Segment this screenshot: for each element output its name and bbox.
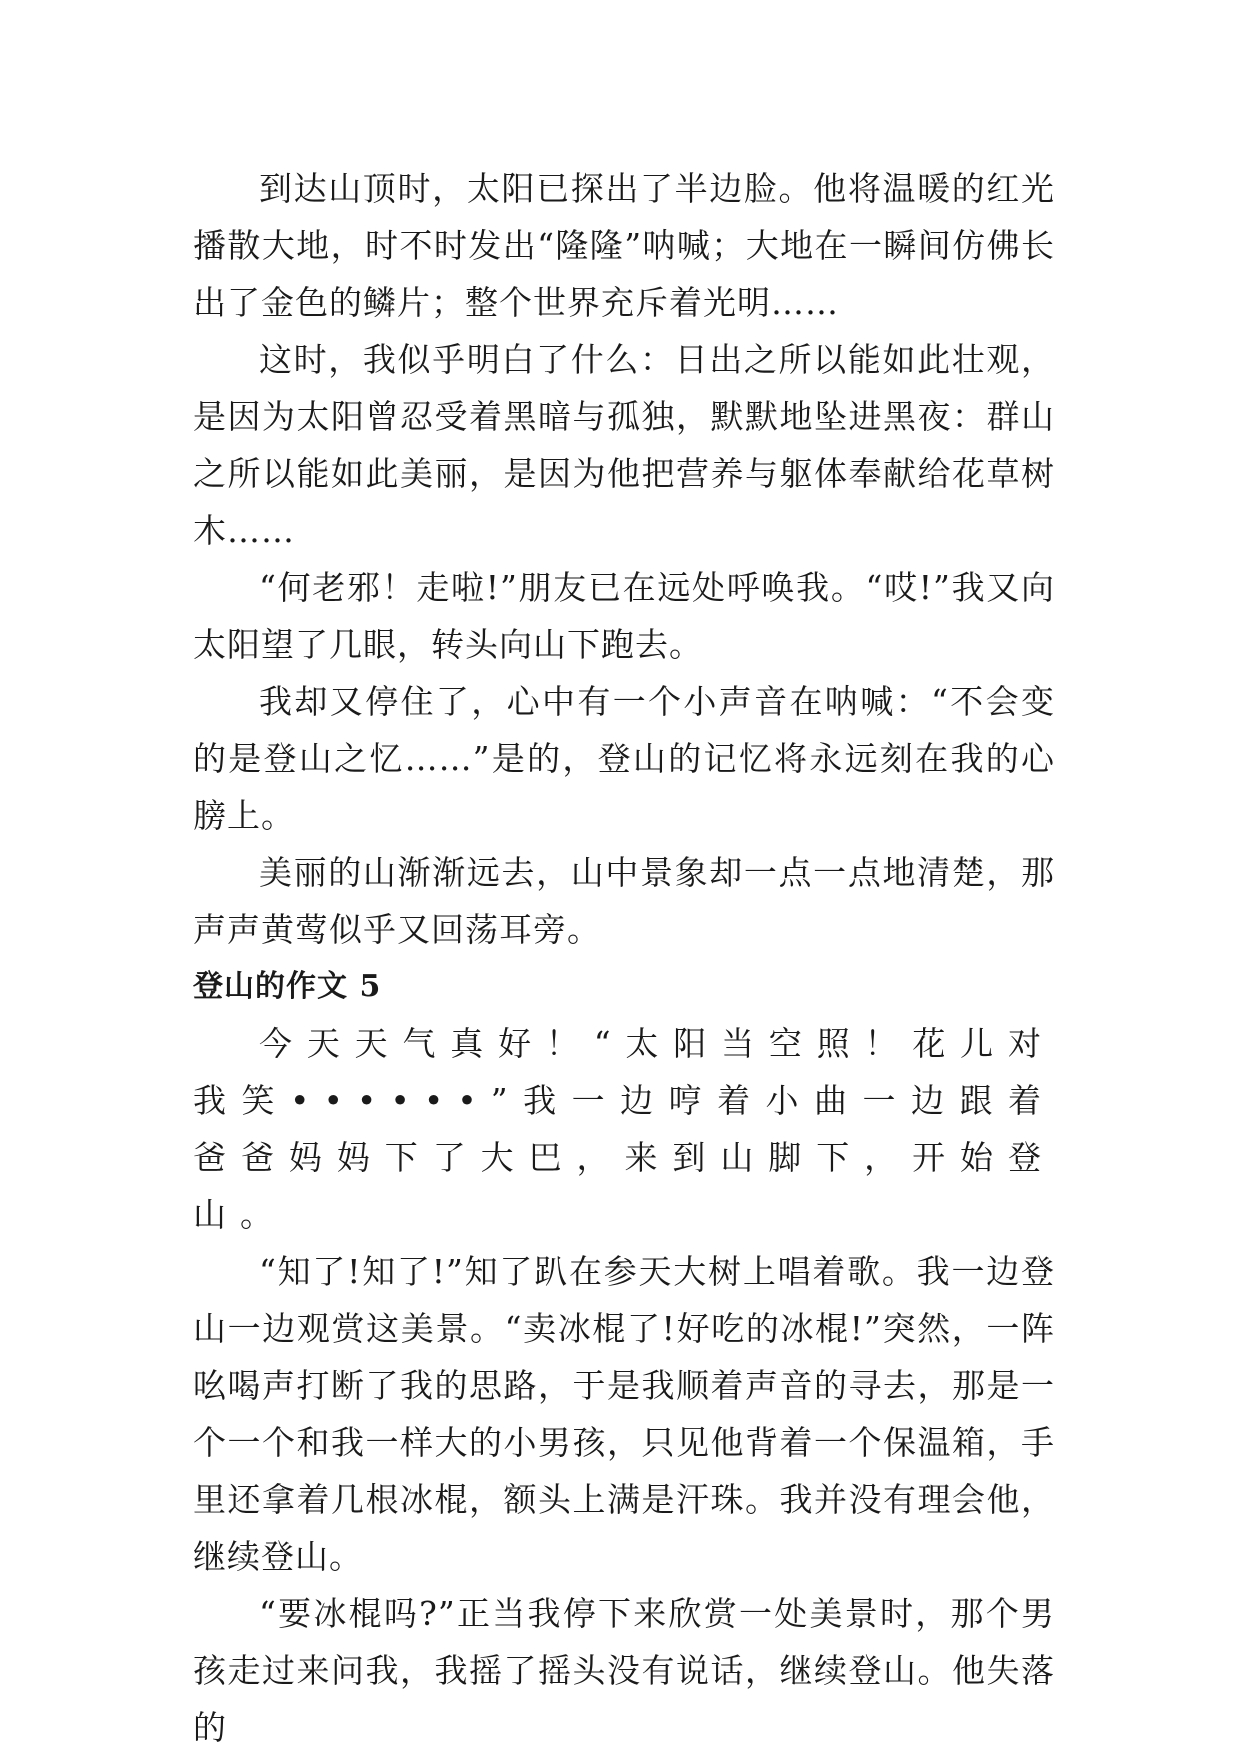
paragraph-summit-sunrise: 到达山顶时，太阳已探出了半边脸。他将温暖的红光播散大地，时不时发出“隆隆”呐喊；大地在一瞬间仿佛长出了金色的鳞片；整个世界充斥着光明……	[193, 169, 1055, 322]
paragraph-friend-calling: “何老邪！走啦!”朋友已在远处呼唤我。“哎!”我又向太阳望了几眼，转头向山下跑去。	[193, 568, 1055, 664]
paragraph-asking-popsicle: “要冰棍吗?”正当我停下来欣赏一处美景时，那个男孩走过来问我，我摇了摇头没有说话，继续登山。他失落的	[193, 1594, 1055, 1747]
section-title: 登山的作文 5	[193, 969, 382, 1004]
paragraph-memory: 我却又停住了，心中有一个小声音在呐喊：“不会变的是登山之忆……”是的，登山的记忆将永远刻在我的心膀上。	[193, 682, 1055, 835]
paragraph-popsicle-boy: “知了!知了!”知了趴在参天大树上唱着歌。我一边登山一边观赏这美景。“卖冰棍了!好吃的冰棍!”突然，一阵吆喝声打断了我的思路，于是我顺着声音的寻去，那是一个一个和我一样大的小男孩，只见他背着一个保温箱，手里还拿着几根冰棍，额头上满是汗珠。我并没有理会他，继续登山。	[193, 1252, 1055, 1576]
paragraph-farewell: 美丽的山渐渐远去，山中景象却一点一点地清楚，那声声黄莺似乎又回荡耳旁。	[193, 853, 1055, 949]
paragraph-reflection: 这时，我似乎明白了什么：日出之所以能如此壮观，是因为太阳曾忍受着黑暗与孤独，默默地坠进黑夜：群山之所以能如此美丽，是因为他把营养与躯体奉献给花草树木……	[193, 340, 1055, 550]
paragraph-nice-weather: 今天天气真好！“太阳当空照！花儿对我笑••••••”我一边哼着小曲一边跟着爸爸妈妈下了大巴，来到山脚下，开始登山。	[193, 1024, 1055, 1234]
document-page	[193, 160, 1055, 1756]
